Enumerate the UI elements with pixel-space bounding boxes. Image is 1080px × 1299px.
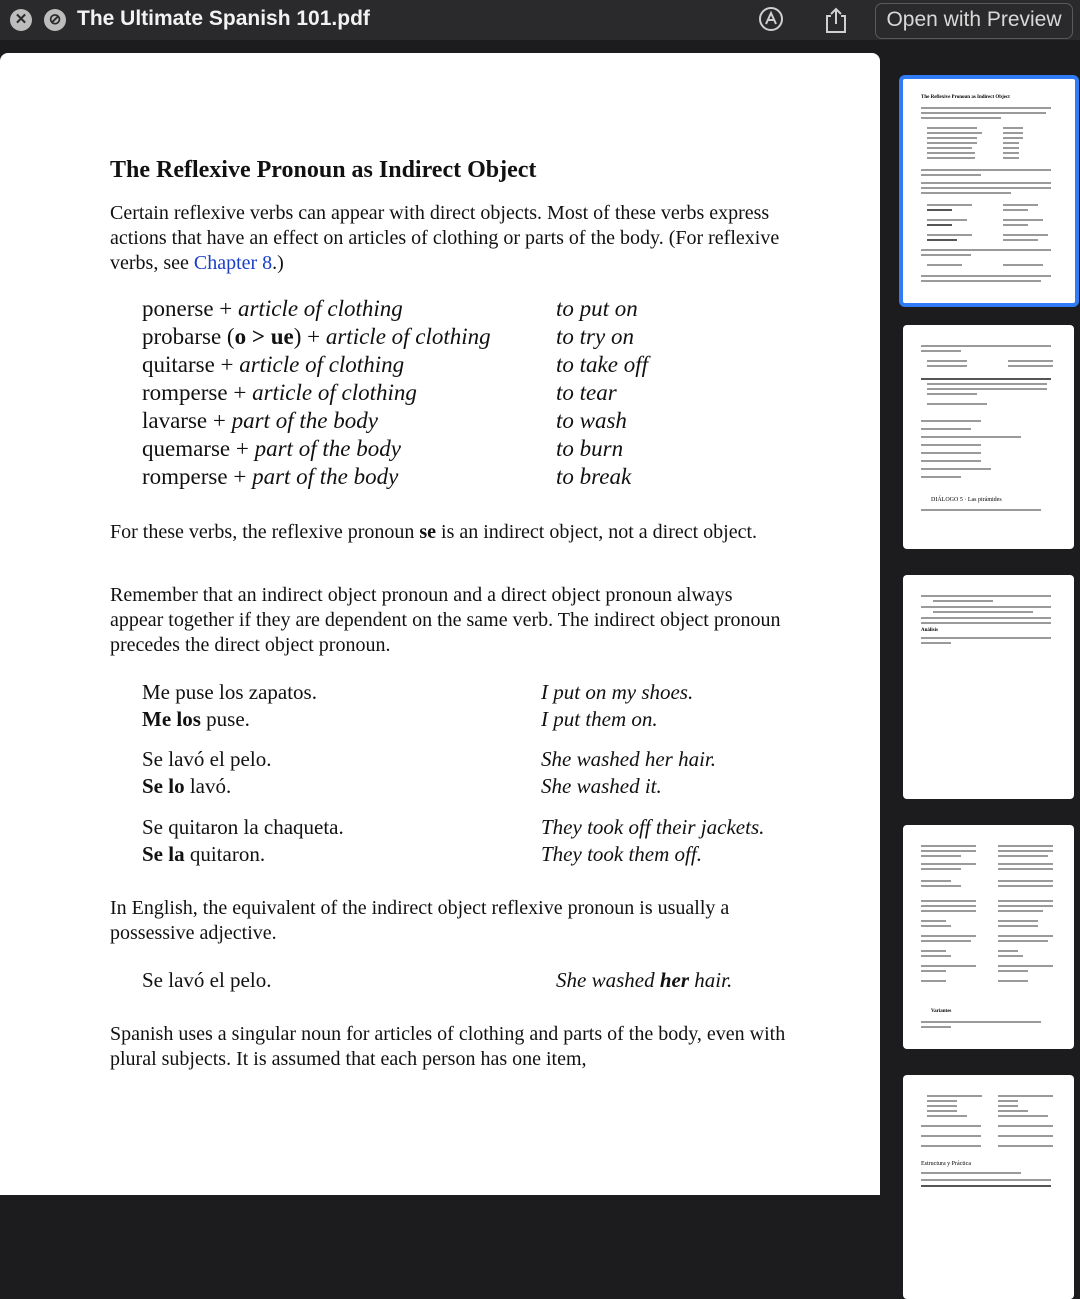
example-es-4: Se lavó el pelo. xyxy=(142,968,272,992)
verb-meaning-5: to wash xyxy=(556,408,627,433)
chapter-link[interactable]: Chapter 8 xyxy=(193,252,273,274)
verb-meaning-2: to try on xyxy=(556,324,634,349)
example-es-1b: Me los puse. xyxy=(142,707,250,731)
page-thumbnail-2[interactable] xyxy=(903,325,1074,549)
paragraph-possessive: In English, the equivalent of the indirect object reflexive pronoun is usually a possessive adjective. xyxy=(110,897,730,944)
example-en-4: She washed her hair. xyxy=(556,968,733,992)
example-es-1: Me puse los zapatos. xyxy=(142,680,317,704)
verb-meaning-7: to break xyxy=(556,464,632,489)
paragraph-singular-noun: Spanish uses a singular noun for articles of clothing and parts of the body, even with plural subjects. It is assumed that each person has one item, xyxy=(110,1023,786,1070)
thumbnail-caption: Análisis xyxy=(921,628,938,633)
example-en-2b: She washed it. xyxy=(541,774,662,798)
page-thumbnail-5[interactable] xyxy=(903,1075,1074,1299)
example-es-3b: Se la quitaron. xyxy=(142,842,266,866)
page-thumbnail-3[interactable] xyxy=(903,575,1074,799)
verb-meaning-4: to tear xyxy=(556,380,617,405)
example-es-2: Se lavó el pelo. xyxy=(142,747,272,771)
thumbnail-caption: Variantes xyxy=(931,1009,952,1014)
verb-meaning-1: to put on xyxy=(556,296,638,321)
example-en-3b: They took them off. xyxy=(541,842,702,866)
thumbnail-caption: Estructura y Práctica xyxy=(921,1161,971,1167)
paragraph-pronouns: Remember that an indirect object pronoun and a direct object pronoun always appear together if they are dependent on the same verb. The indirect object pronoun precedes the direct object pronoun. xyxy=(110,584,781,656)
page-thumbnail-1[interactable] xyxy=(899,75,1079,307)
example-es-3: Se quitaron la chaqueta. xyxy=(142,815,344,839)
example-en-1: I put on my shoes. xyxy=(541,680,694,704)
page-thumbnail-4[interactable] xyxy=(903,825,1074,1049)
verb-meaning-6: to burn xyxy=(556,436,624,461)
open-with-preview-button[interactable]: Open with Preview xyxy=(875,3,1073,39)
pdf-page xyxy=(0,53,880,1195)
section-heading: The Reflexive Pronoun as Indirect Object xyxy=(110,157,537,183)
verb-row-6: quemarse + part of the body xyxy=(142,436,401,461)
example-en-3: They took off their jackets. xyxy=(541,815,765,839)
example-en-1b: I put them on. xyxy=(541,707,658,731)
markup-icon[interactable] xyxy=(758,6,786,34)
verb-row-3: quitarse + article of clothing xyxy=(142,352,405,377)
intro-paragraph xyxy=(110,201,790,276)
example-en-2: She washed her hair. xyxy=(541,747,716,771)
minimize-icon[interactable]: ⊘ xyxy=(44,9,66,31)
intro-text: Certain reflexive verbs can appear with direct objects. Most of these verbs express actions that have an effect on articles of clothing or parts of the body. (For reflexive verbs, see xyxy=(110,202,780,274)
verb-row-7: romperse + part of the body xyxy=(142,464,399,489)
verb-row-1: ponerse + article of clothing xyxy=(142,296,403,321)
title-bar xyxy=(0,0,1080,40)
verb-meaning-3: to take off xyxy=(556,352,648,377)
verb-row-5: lavarse + part of the body xyxy=(142,408,378,433)
window-title: The Ultimate Spanish 101.pdf xyxy=(77,7,370,30)
paragraph-se: For these verbs, the reflexive pronoun se is an indirect object, not a direct object. xyxy=(110,521,758,543)
share-icon[interactable] xyxy=(823,6,851,34)
close-icon[interactable]: ✕ xyxy=(10,9,32,31)
thumbnail-caption: DIÁLOGO 5 · Las pirámides xyxy=(931,497,1002,503)
intro-end: .) xyxy=(272,252,284,274)
verb-row-4: romperse + article of clothing xyxy=(142,380,417,405)
example-es-2b: Se lo lavó. xyxy=(142,774,232,798)
thumbnail-caption: The Reflexive Pronoun as Indirect Object xyxy=(921,95,1010,100)
verb-row-2: probarse (o > ue) + article of clothing xyxy=(142,324,491,349)
